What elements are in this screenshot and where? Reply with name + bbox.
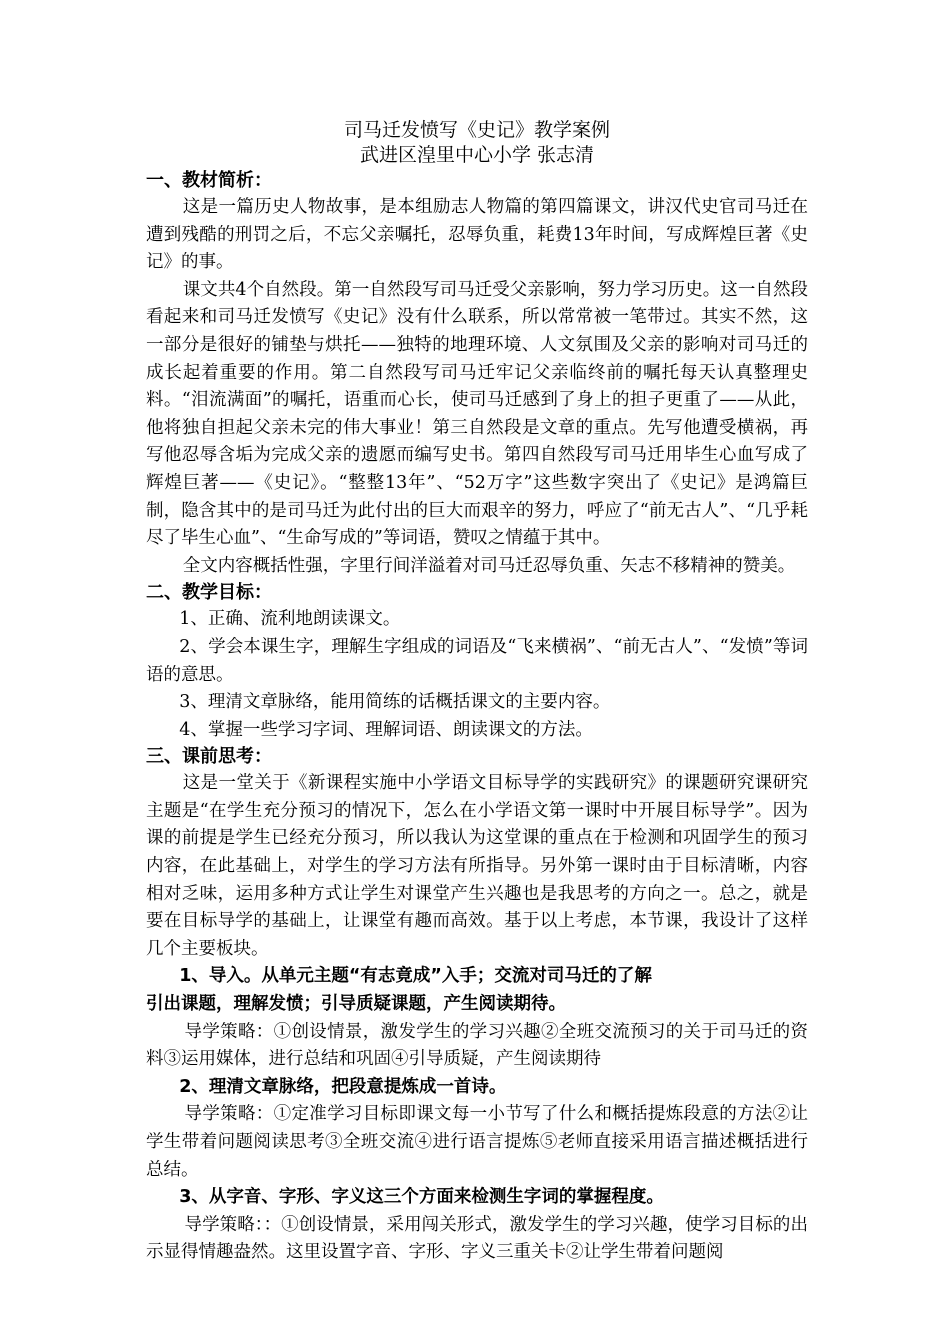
section-heading-reflection: 三、课前思考： (146, 746, 272, 768)
block-title: 1、导入。从单元主题“有志竟成”入手；交流对司马迁的了解 (179, 966, 652, 987)
document-title: 司马迁发愤写《史记》教学案例 (343, 119, 610, 141)
paragraph: 课文共4个自然段。第一自然段写司马迁受父亲影响，努力学习历史。这一自然段看起来和司马迁发愤写《史记》没有什么联系，所以常常被一笔带过。其实不然，这一部分是很好的铺垫与烘托——独特的地理环境、人文氛围及父亲的影响对司马迁的成长起着重要的作用。第二自然段写司马迁牢记父亲临终前的嘱托每天认真整理史料。“泪流满面”的嘱托，语重而心长，使司马迁感到了身上的担子更重了——从此，他将独自担起父亲未完的伟大事业！第三自然段是文章的重点。先写他遭受横祸，再写他忍辱含垢为完成父亲的遗愿而编写史书。第四自然段写司马迁用毕生心血写成了辉煌巨著——《史记》。“整整13年”、“52万字”这些数字突出了《史记》是鸿篇巨制，隐含其中的是司马迁为此付出的巨大而艰辛的努力，呼应了“前无古人”、“几乎耗尽了毕生心血”、“生命写成的”等词语，赞叹之情蕴于其中。 (146, 279, 808, 549)
goal-item: 1、正确、流利地朗读课文。 (179, 609, 401, 630)
section-heading-analysis: 一、教材简析： (146, 170, 272, 191)
block-title: 2、理清文章脉络，把段意提炼成一首诗。 (179, 1076, 507, 1097)
goal-item: 3、理清文章脉络，能用简练的话概括课文的主要内容。 (179, 692, 611, 713)
section-heading-goals: 二、教学目标： (146, 582, 272, 604)
strategy-paragraph: 导学策略：①创设情景，激发学生的学习兴趣②全班交流预习的关于司马迁的资料③运用媒体，进行总结和巩固④引导质疑，产生阅读期待 (146, 1021, 808, 1070)
goal-item: 2、学会本课生字，理解生字组成的词语及“飞来横祸”、“前无古人”、“发愤”等词语的意思。 (146, 636, 808, 685)
goal-item: 4、掌握一些学习字词、理解词语、朗读课文的方法。 (179, 719, 593, 740)
paragraph: 这是一篇历史人物故事，是本组励志人物篇的第四篇课文，讲汉代史官司马迁在遭到残酷的刑罚之后，不忘父亲嘱托，忍辱负重，耗费13年时间，写成辉煌巨著《史记》的事。 (146, 197, 808, 273)
author-line: 武进区湟里中心小学 张志清 (359, 144, 595, 166)
strategy-paragraph: 导学策略：：①创设情景，采用闯关形式，激发学生的学习兴趣，使学习目标的出示显得情趣盎然。这里设置字音、字形、字义三重关卡②让学生带着问题阅 (146, 1214, 808, 1263)
strategy-paragraph: 导学策略：①定准学习目标即课文每一小节写了什么和概括提炼段意的方法②让学生带着问题阅读思考③全班交流④进行语言提炼⑤老师直接采用语言描述概括进行总结。 (146, 1104, 808, 1180)
paragraph: 全文内容概括性强，字里行间洋溢着对司马迁忍辱负重、矢志不移精神的赞美。 (182, 555, 796, 576)
block-title-continued: 引出课题，理解发愤；引导质疑课题，产生阅读期待。 (146, 994, 566, 1015)
paragraph: 这是一堂关于《新课程实施中小学语文目标导学的实践研究》的课题研究课研究主题是“在学生充分预习的情况下，怎么在小学语文第一课时中开展目标导学”。因为课的前提是学生已经充分预习，所以我认为这堂课的重点在于检测和巩固学生的预习内容，在此基础上，对学生的学习方法有所指导。另外第一课时由于目标清晰，内容相对乏味，运用多种方式让学生对课堂产生兴趣也是我思考的方向之一。总之，就是要在目标导学的基础上，让课堂有趣而高效。基于以上考虑，本节课，我设计了这样几个主要板块。 (146, 773, 808, 959)
block-title: 3、从字音、字形、字义这三个方面来检测生字词的掌握程度。 (179, 1187, 664, 1208)
document-page (146, 118, 808, 1267)
